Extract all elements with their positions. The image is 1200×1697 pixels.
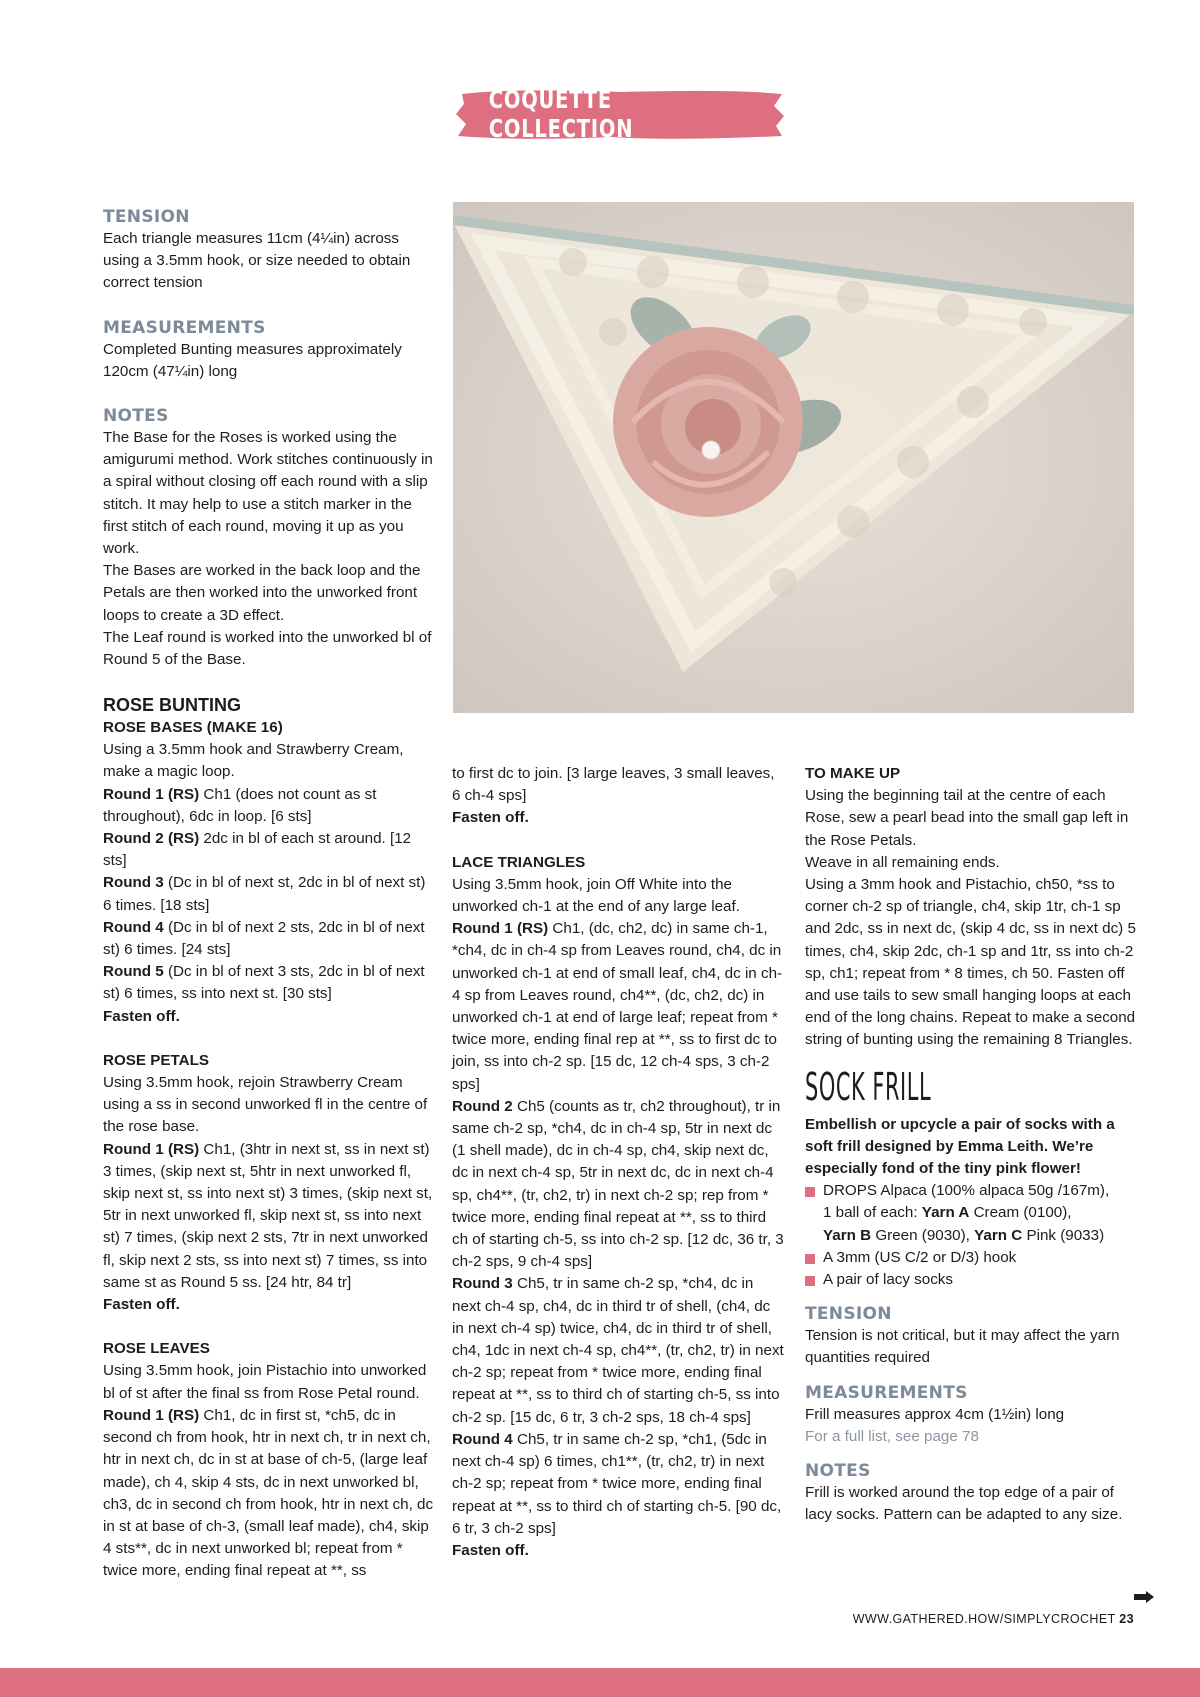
yarn-intro: 1 ball of each: xyxy=(823,1204,922,1222)
round-text: (Dc in bl of next st, 2dc in bl of next st) 6 times. [18 sts] xyxy=(103,874,426,914)
tension-text: Each triangle measures 11cm (4¼in) across using a 3.5mm hook, or size needed to obtain correct tension xyxy=(103,230,411,292)
materials-list-item xyxy=(805,1180,1137,1202)
footer-url-text: WWW.GATHERED.HOW/SIMPLYCROCHET xyxy=(852,1612,1116,1626)
yarn-b-text: Green (9030), xyxy=(871,1226,975,1244)
notes-heading: NOTES xyxy=(103,406,169,427)
pattern-round xyxy=(103,917,435,961)
make-up-paragraph: Using the beginning tail at the centre of each Rose, sew a pearl bead into the small gap left in the Rose Petals. xyxy=(805,787,1129,849)
round-text: (Dc in bl of next 2 sts, 2dc in bl of next st) 6 times. [24 sts] xyxy=(103,918,425,959)
round-label: Round 3 xyxy=(452,1275,513,1293)
measurements-text: Completed Bunting measures approximately 120cm (47¼in) long xyxy=(103,340,402,380)
pattern-round xyxy=(452,1429,784,1540)
crochet-rose-bunting-photo xyxy=(453,202,1134,713)
collection-banner xyxy=(452,86,786,142)
sock-notes-text: Frill is worked around the top edge of a pair of lacy socks. Pattern can be adapted to any size. xyxy=(805,1484,1123,1524)
pattern-round xyxy=(103,1405,435,1583)
rose-bunting-section xyxy=(103,693,435,1583)
round-label: Round 1 (RS) xyxy=(452,920,549,938)
make-up-heading: TO MAKE UP xyxy=(805,765,901,782)
rose-bunting-heading: ROSE BUNTING xyxy=(103,695,242,715)
round-label: Round 2 (RS) xyxy=(103,830,200,848)
bullet-square-icon xyxy=(805,1254,815,1264)
sock-frill-intro: Embellish or upcycle a pair of socks with a soft frill designed by Emma Leith. We’re especially fond of the tiny pink flower! xyxy=(805,1115,1115,1178)
sock-notes-heading: NOTES xyxy=(805,1461,871,1482)
pattern-round xyxy=(103,961,435,1005)
fasten-off: Fasten off. xyxy=(452,809,529,827)
notes-paragraph: The Bases are worked in the back loop and the Petals are then worked into the unworked front loops to create a 3D effect. xyxy=(103,562,421,624)
bullet-square-icon xyxy=(805,1187,815,1197)
pattern-round xyxy=(452,918,784,1096)
measurements-heading: MEASUREMENTS xyxy=(103,317,266,338)
tension-notes-section xyxy=(103,206,435,671)
make-up-paragraph: Weave in all remaining ends. xyxy=(805,853,1000,871)
notes-paragraph: The Base for the Roses is worked using the amigurumi method. Work stitches continuously in a spiral without closing off each round with a slip stitch. It may help to use a stitch marker in the first stitch of each round, moving it up as you work. xyxy=(103,429,433,558)
yarn-list xyxy=(805,1225,1137,1247)
lace-triangles-section xyxy=(452,763,784,1562)
pattern-round xyxy=(103,1139,435,1294)
continued-text: to first dc to join. [3 large leaves, 3 small leaves, 6 ch-4 sps] xyxy=(452,765,775,805)
sock-tension-heading: TENSION xyxy=(805,1304,892,1325)
continue-arrow-icon xyxy=(1134,1590,1154,1608)
sock-measurements-text: Frill measures approx 4cm (1½in) long xyxy=(805,1405,1065,1423)
footer-url[interactable] xyxy=(853,1612,1134,1626)
round-label: Round 5 xyxy=(103,963,164,981)
lace-triangles-intro: Using 3.5mm hook, join Off White into the unworked ch-1 at the end of any large leaf. xyxy=(452,875,740,916)
round-label: Round 2 xyxy=(452,1097,513,1115)
materials-list-item xyxy=(805,1247,1137,1269)
round-text: Ch1, (3htr in next st, ss in next st) 3 times, (skip next st, 5htr in next unworked fl, skip next st, ss into next st) 3 times, (skip next st, 5tr in next unworked fl, skip next st, ss into next st) 7 times, (skip next 2 sts, 7tr in next unworked fl, skip next 2 sts, ss into next st) 7 times, ss into same st as Round 5 ss. [24 htr, 84 tr] xyxy=(103,1140,433,1291)
sock-tension-text: Tension is not critical, but it may affect the yarn quantities required xyxy=(805,1327,1120,1367)
round-text: Ch5, tr in same ch-2 sp, *ch4, dc in next ch-4 sp, ch4, dc in third tr of shell, (ch4, dc in next ch-4 sp) twice, ch4, dc in third tr of shell, ch4, 1dc in next ch-4 sp, ch4**, (tr, ch2, tr) in next ch-2 sp; repeat from * twice more, ending final repeat at **, ss to third ch of starting ch-5, ss into ch-2 sp. [15 dc, 6 tr, 3 ch-2 sps, 18 ch-4 sps] xyxy=(452,1275,784,1426)
yarn-a-label: Yarn A xyxy=(921,1204,970,1222)
round-text: Ch1 (does not count as st throughout), 6dc in loop. [6 sts] xyxy=(103,785,377,825)
pattern-round xyxy=(103,828,435,872)
sock-frill-title: SOCK FRILL xyxy=(805,1064,932,1109)
full-list-link[interactable]: For a full list, see page 78 xyxy=(805,1427,979,1445)
round-label: Round 4 xyxy=(452,1430,513,1448)
round-label: Round 1 (RS) xyxy=(103,1140,200,1158)
rose-petals-heading: ROSE PETALS xyxy=(103,1051,210,1069)
materials-text: A 3mm (US C/2 or D/3) hook xyxy=(823,1248,1017,1266)
pattern-round xyxy=(103,784,435,828)
fasten-off: Fasten off. xyxy=(452,1541,529,1559)
round-label: Round 1 (RS) xyxy=(103,1406,200,1424)
notes-paragraph: The Leaf round is worked into the unworked bl of Round 5 of the Base. xyxy=(103,628,432,669)
pattern-round xyxy=(452,1096,784,1274)
pattern-round xyxy=(452,1273,784,1428)
bullet-square-icon xyxy=(805,1276,815,1286)
page-number: 23 xyxy=(1119,1612,1134,1626)
rose-leaves-heading: ROSE LEAVES xyxy=(103,1340,210,1358)
round-text: Ch1, dc in first st, *ch5, dc in second ch from hook, htr in next ch, tr in next ch, htr in next ch, dc in st at base of ch-5, (large leaf made), ch 4, skip 4 sts, dc in next unworked bl, ch3, dc in second ch from hook, htr in next ch, dc in st at base of ch-3, (small leaf made), ch4, skip 4 sts**, dc in next unworked bl; repeat from * twice more, ending final repeat at **, ss xyxy=(103,1406,434,1580)
rose-petals-intro: Using 3.5mm hook, rejoin Strawberry Cream using a ss in second unworked fl in the centre of the rose base. xyxy=(103,1074,428,1136)
round-label: Round 3 xyxy=(103,874,164,892)
photo-illustration xyxy=(453,202,1134,713)
round-label: Round 1 (RS) xyxy=(103,785,200,803)
round-text: Ch5, tr in same ch-2 sp, *ch1, (5dc in next ch-4 sp) 6 times, ch1**, (tr, ch2, tr) in next ch-2 sp; repeat from * twice more, ending final repeat at **, ss to third ch of starting ch-5. [90 dc, 6 tr, 3 ch-2 sps] xyxy=(452,1430,782,1537)
banner-title: COQUETTE COLLECTION xyxy=(488,85,634,143)
footer-bar xyxy=(0,1668,1200,1697)
fasten-off: Fasten off. xyxy=(103,1296,180,1314)
round-text: Ch1, (dc, ch2, dc) in same ch-1, *ch4, dc in ch-4 sp from Leaves round, ch4, dc in unworked ch-1 at end of small leaf, ch4, dc in ch-4 sp from Leaves round, ch4**, (dc, ch2, dc) in unworked ch-1 at end of large leaf; repeat from * twice more, ending final rep at **, ss to first dc to join, ss into ch-2 sp. [15 dc, 12 ch-4 sps, 3 ch-2 sps] xyxy=(452,920,783,1093)
rose-bases-heading: ROSE BASES (MAKE 16) xyxy=(103,719,283,736)
make-up-paragraph: Using a 3mm hook and Pistachio, ch50, *ss to corner ch-2 sp of triangle, ch4, skip 1tr, ch-1 sp and 2dc, ss in next dc, (skip 4 dc, ss in next dc) 5 times, ch4, skip 2dc, ch-1 sp and 1tr, ss into ch-2 sp, ch1; repeat from * 8 times, ch 50. Fasten off and use tails to sew small hanging loops at each end of the long chains. Repeat to make a second string of bunting using the remaining 8 Triangles. xyxy=(805,876,1136,1049)
lace-triangles-heading: LACE TRIANGLES xyxy=(452,853,586,871)
round-text: Ch5 (counts as tr, ch2 throughout), tr in same ch-2 sp, *ch4, dc in ch-4 sp, 5tr in next dc (1 shell made), dc in ch-4 sp, ch4, skip next dc, dc in next ch-4 sp, 5tr in next dc, dc in next ch-4 sp, ch4**, (tr, ch2, tr) in next ch-2 sp; rep from * twice more, ending final repeat at **, ss to third ch of starting ch-5, ss into ch-2 sp. [12 dc, 36 tr, 3 ch-2 sps, 9 ch-4 sps] xyxy=(452,1097,784,1271)
yarn-b-label: Yarn B xyxy=(823,1226,872,1244)
yarn-a-text: Cream (0100), xyxy=(969,1204,1072,1222)
round-text: 2dc in bl of each st around. [12 sts] xyxy=(103,830,412,870)
pattern-round xyxy=(103,872,435,916)
materials-text: DROPS Alpaca (100% alpaca 50g /167m), xyxy=(823,1182,1110,1200)
materials-list-item xyxy=(805,1269,1137,1291)
yarn-c-label: Yarn C xyxy=(974,1226,1023,1244)
fasten-off: Fasten off. xyxy=(103,1007,180,1025)
tension-heading: TENSION xyxy=(103,207,190,227)
round-text: (Dc in bl of next 3 sts, 2dc in bl of next st) 6 times, ss into next st. [30 sts] xyxy=(103,963,425,1003)
yarn-c-text: Pink (9033) xyxy=(1022,1226,1105,1244)
round-label: Round 4 xyxy=(103,918,164,936)
materials-text: A pair of lacy socks xyxy=(823,1271,953,1289)
rose-leaves-intro: Using 3.5mm hook, join Pistachio into unworked bl of st after the final ss from Rose Petal round. xyxy=(103,1362,427,1402)
make-up-and-sock-frill-section xyxy=(805,763,1137,1526)
sock-measurements-heading: MEASUREMENTS xyxy=(805,1382,968,1403)
yarn-list xyxy=(805,1202,1137,1224)
rose-bases-intro: Using a 3.5mm hook and Strawberry Cream, make a magic loop. xyxy=(103,741,404,781)
